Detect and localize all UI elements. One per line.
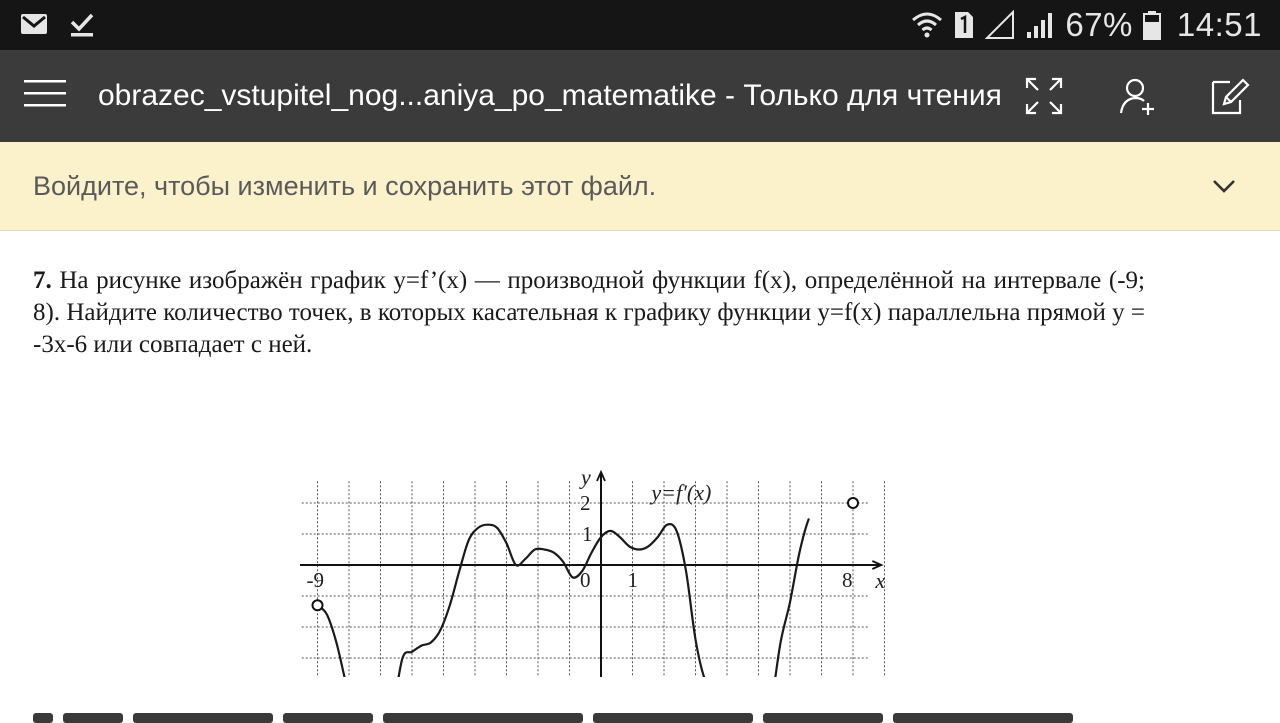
x-tick-label: 1	[627, 568, 638, 592]
y-tick-label: 2	[580, 491, 591, 515]
battery-percent: 67%	[1065, 6, 1133, 43]
status-icons	[911, 0, 1262, 50]
banner-message: Войдите, чтобы изменить и сохранить этот файл.	[33, 171, 657, 201]
problem-text: На рисунке изображён график y=f’(x) — производной функции f(x), определённой на интервале (-9; 8). Найдите количество точек, в которых касательная к графику функции y=f(x) параллельна прямой y = -3x-6 или совпадает с ней.	[33, 267, 1145, 358]
sign-in-banner	[0, 142, 1280, 231]
y-tick-label: 1	[582, 522, 593, 546]
chart-title: y=f′(x)	[651, 479, 712, 505]
document-page	[0, 231, 1280, 720]
next-problem-cutoff	[33, 709, 1143, 723]
problem-number: 7.	[33, 267, 52, 294]
status-bar	[0, 0, 1280, 50]
battery-icon	[1143, 10, 1161, 40]
gmail-icon	[20, 12, 48, 36]
problem-7	[33, 265, 1145, 361]
checkmark-download-icon	[68, 12, 96, 38]
wifi-icon	[911, 11, 943, 39]
x-axis-label: x	[875, 568, 886, 593]
app-toolbar	[0, 50, 1280, 142]
hamburger-menu-icon[interactable]	[24, 78, 66, 108]
clock: 14:51	[1176, 6, 1262, 43]
edit-icon[interactable]	[1210, 76, 1250, 116]
open-endpoint	[848, 498, 858, 508]
chart-grid	[300, 481, 885, 677]
signal-icon	[1025, 10, 1055, 40]
document-title: obrazec_vstupitel_nog...aniya_po_matematike - Только для чтения	[98, 79, 1002, 112]
sim1-icon	[953, 10, 975, 40]
y-axis-label: y	[581, 464, 591, 490]
derivative-graph	[300, 377, 900, 677]
fullscreen-icon[interactable]	[1024, 76, 1064, 116]
no-signal-icon	[985, 10, 1015, 40]
x-tick-label: 0	[580, 568, 591, 592]
x-tick-label: 8	[842, 568, 853, 592]
share-person-icon[interactable]	[1118, 76, 1158, 116]
chevron-down-icon[interactable]	[1210, 172, 1238, 200]
x-tick-label: -9	[306, 568, 324, 592]
open-endpoint	[313, 600, 323, 610]
series-line	[318, 519, 809, 678]
chart-labels	[307, 464, 886, 677]
